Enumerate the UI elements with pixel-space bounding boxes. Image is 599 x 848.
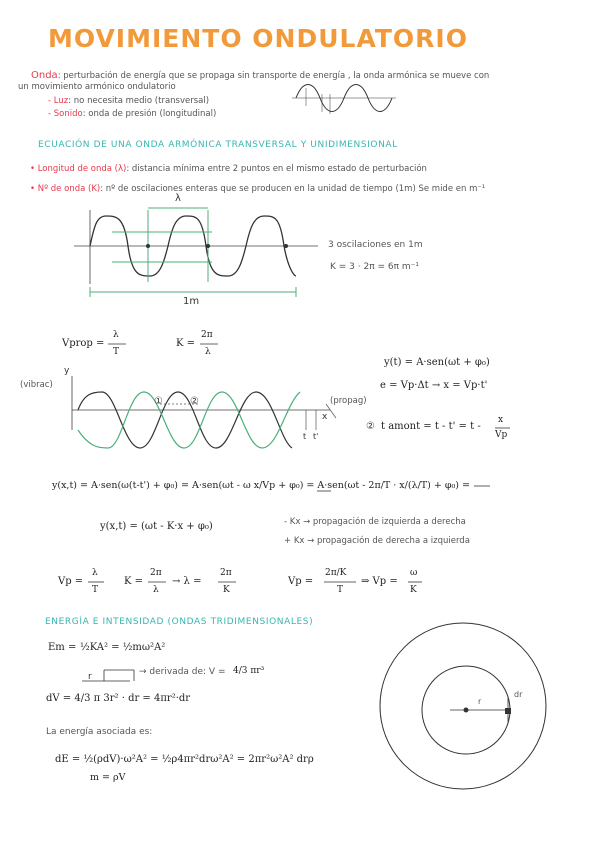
page-title: MOVIMIENTO ONDULATORIO (48, 24, 468, 53)
k-num: 2π (201, 330, 213, 340)
vp-eq-2-num: 2π/K (325, 568, 347, 578)
wavelength-text: : distancia mínima entre 2 puntos en el mismo estado de perturbación (126, 164, 427, 174)
intro-wave-sketch (292, 85, 396, 115)
spherical-wavefront-diagram (380, 623, 546, 789)
t-amont-eq: t amont = t - t' = t - (381, 421, 481, 432)
lambda-label: λ (175, 193, 181, 204)
vp-eq-3-den: K (410, 585, 417, 595)
tprime-label: t' (313, 432, 319, 441)
vp-eq-2: Vp = (288, 576, 314, 587)
t-amont-den: Vp (495, 430, 508, 440)
k-eq-2-den: λ (153, 585, 159, 595)
volume-formula: 4/3 πr³ (233, 666, 265, 676)
wavelength-label: • Longitud de onda (λ) (30, 164, 127, 174)
lambda-eq-num: 2π (220, 568, 232, 578)
em-formula: ½KA² = ½mω²A² (80, 642, 166, 653)
luz-text: : no necesita medio (transversal) (68, 96, 210, 106)
intro-line-2: un movimiento armónico ondulatorio (18, 82, 176, 92)
onda-definition: : perturbación de energía que se propaga sin transporte de energía , la onda armónica se mueve con (57, 71, 490, 81)
oscillations-text: 3 oscilaciones en 1m (328, 240, 423, 250)
y-axis-label: y (64, 366, 70, 376)
vibrac-label: (vibrac) (20, 380, 53, 390)
x-axis-label: x (322, 412, 328, 422)
y-of-t: y(t) = A·sen(ωt + φ₀) (384, 357, 490, 368)
short-equation: y(x,t) = (ωt - K·x + φ₀) (100, 521, 213, 532)
wave2-black-curve (78, 392, 292, 448)
wavenumber-label: • Nº de onda (K) (30, 184, 101, 194)
vp-eq-1-num: λ (92, 568, 98, 578)
derivada-text: → derivada de: V = (139, 667, 226, 677)
k-eq-2: K = (124, 576, 144, 587)
sonido-text: : onda de presión (longitudinal) (82, 109, 217, 119)
energia-text: La energía asociada es: (46, 727, 153, 737)
t-amont-num: x (498, 415, 504, 425)
onda-term: Onda (31, 70, 58, 81)
propag-label: (propag) (330, 396, 367, 406)
note-minus-kx: - Kx → propagación de izquierda a derecha (284, 517, 466, 527)
dv-formula: dV = 4/3 π 3r² · dr = 4πr²·dr (46, 693, 191, 704)
k-value: K = 3 · 2π = 6π m⁻¹ (330, 262, 420, 272)
vprop-den: T (113, 347, 120, 357)
long-equation: y(x,t) = A·sen(ω(t-t') + φ₀) = A·sen(ωt - ω x/Vp + φ₀) = A·sen(ωt - 2π/T · x/(λ/T) + φ₀) = (52, 480, 470, 491)
t-label: t (303, 432, 307, 441)
lambda-eq-den: K (223, 585, 230, 595)
vp-eq-1: Vp = (58, 576, 84, 587)
sonido-label: - Sonido (48, 109, 83, 119)
k-den: λ (205, 347, 211, 357)
note-plus-kx: + Kx → propagación de derecha a izquierda (284, 536, 470, 546)
marker-2: ② (190, 396, 199, 407)
vp-eq-3-num: ω (410, 568, 418, 578)
wave-figure-2 (72, 376, 336, 448)
section-heading-equation: ECUACIÓN DE UNA ONDA ARMÓNICA TRANSVERSAL Y UNIDIMENSIONAL (38, 140, 398, 150)
luz-label: - Luz (48, 96, 69, 106)
wave-figure-1 (74, 208, 318, 297)
k-eq: K = (176, 338, 196, 349)
k-eq-2-num: 2π (150, 568, 162, 578)
section-heading-energy: ENERGÍA E INTENSIDAD (ONDAS TRIDIMENSIONALES) (45, 617, 314, 627)
vprop-num: λ (113, 330, 119, 340)
marker-1: ① (154, 396, 163, 407)
dr-label: dr (514, 690, 523, 699)
vp-eq-3: ⇒ Vp = (361, 576, 398, 587)
inner-radius-label: r (478, 697, 482, 706)
mass-formula: m = ρV (90, 772, 126, 783)
lambda-eq: → λ = (172, 576, 202, 587)
de-formula: dE = ½(ρdV)·ω²A² = ½ρ4πr²drω²A² = 2πr²ω²A² drρ (55, 754, 314, 765)
vp-eq-1-den: T (92, 585, 99, 595)
wavenumber-text: : nº de oscilaciones enteras que se producen en la unidad de tiempo (1m) Se mide en m⁻¹ (100, 184, 486, 194)
vprop-eq: Vprop = (62, 338, 105, 349)
em-label: Em = (48, 642, 77, 653)
r-bracket-label: r (88, 672, 92, 682)
outer-sphere (380, 623, 546, 789)
one-meter-label: 1m (183, 296, 200, 307)
circle-2: ② (366, 421, 375, 432)
vp-eq-2-den: T (337, 585, 344, 595)
e-equation: e = Vp·Δt → x = Vp·t' (380, 380, 488, 391)
